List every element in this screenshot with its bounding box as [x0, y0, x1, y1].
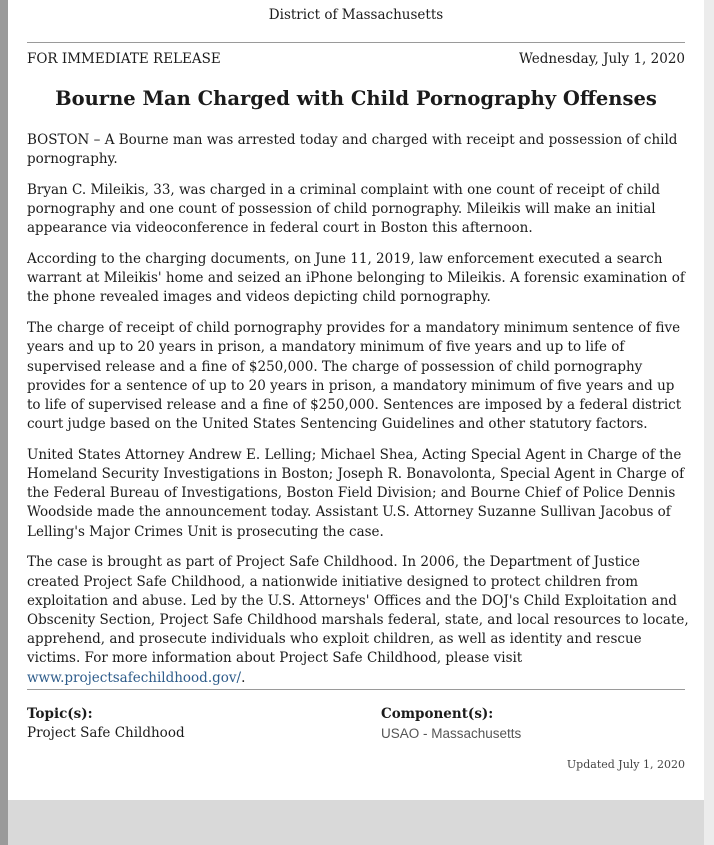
paragraph: United States Attorney Andrew E. Lelling; Michael Shea, Acting Special Agent in Charge of the Homeland Security Investigations in Boston; Joseph R. Bonavolonta, Special Agent in Charge of the Federal Bureau of Investigations, Boston Field Division; and Bourne Chief of Police Dennis Woodside made the announcement today. Assistant U.S. Attorney Suzanne Sullivan Jacobus of Lelling's Major Crimes Unit is prosecuting the case. — [27, 446, 685, 540]
release-row — [27, 51, 685, 67]
project-safe-childhood-link[interactable]: www.projectsafechildhood.gov/ — [27, 669, 242, 686]
press-release-page — [8, 0, 704, 800]
page-title: Bourne Man Charged with Child Pornography Offenses — [55, 87, 657, 110]
paragraph: BOSTON – A Bourne man was arrested today and charged with receipt and possession of child pornography. — [27, 132, 678, 168]
left-edge-bar — [0, 0, 8, 845]
release-date: Wednesday, July 1, 2020 — [519, 51, 685, 67]
paragraph: Bryan C. Mileikis, 33, was charged in a criminal complaint with one count of receipt of child pornography and one count of possession of child pornography. Mileikis will make an initial appearance via videoconference in federal court in Boston this afternoon. — [27, 181, 661, 237]
bottom-divider — [27, 689, 685, 690]
scrollbar-track[interactable] — [704, 0, 714, 845]
release-label: FOR IMMEDIATE RELEASE — [27, 51, 221, 67]
components-block — [381, 705, 521, 743]
top-divider — [27, 42, 685, 43]
paragraph: According to the charging documents, on June 11, 2019, law enforcement executed a search warrant at Mileikis' home and seized an iPhone belonging to Mileikis. A forensic examination of the phone revealed images and videos depicting child pornography. — [27, 251, 685, 306]
article-body — [27, 131, 689, 699]
updated-date: Updated July 1, 2020 — [566, 758, 685, 771]
paragraph: The charge of receipt of child pornography provides for a mandatory minimum sentence of five years and up to 20 years in prison, a mandatory minimum of five years and up to life of supervised release and a fine of $250,000. The charge of possession of child pornography provides for a sentence of up to 20 years in prison, a mandatory minimum of five years and up to life of supervised release and a fine of $250,000. Sentences are imposed by a federal district court judge based on the United States Sentencing Guidelines and other statutory factors. — [27, 320, 682, 433]
topics-label: Topic(s): — [27, 706, 93, 722]
district-header: District of Massachusetts — [268, 7, 444, 23]
components-link[interactable]: USAO - Massachusetts — [381, 726, 522, 741]
paragraph-last — [27, 553, 689, 687]
paragraph-text: The case is brought as part of Project Safe Childhood. In 2006, the Department of Justice created Project Safe Childhood, a nationwide initiative designed to protect children from exploitation and abuse. Led by the U.S. Attorneys' Offices and the DOJ's Child Exploitation and Obscenity Section, Project Safe Childhood marshals federal, state, and local resources to locate, apprehend, and prosecute individuals who exploit children, as well as identity and rescue victims. For more information about Project Safe Childhood, please visit — [27, 554, 689, 667]
components-label: Component(s): — [381, 706, 494, 722]
topics-value: Project Safe Childhood — [27, 725, 185, 741]
topics-block — [27, 705, 185, 743]
paragraph-end: . — [241, 669, 246, 686]
